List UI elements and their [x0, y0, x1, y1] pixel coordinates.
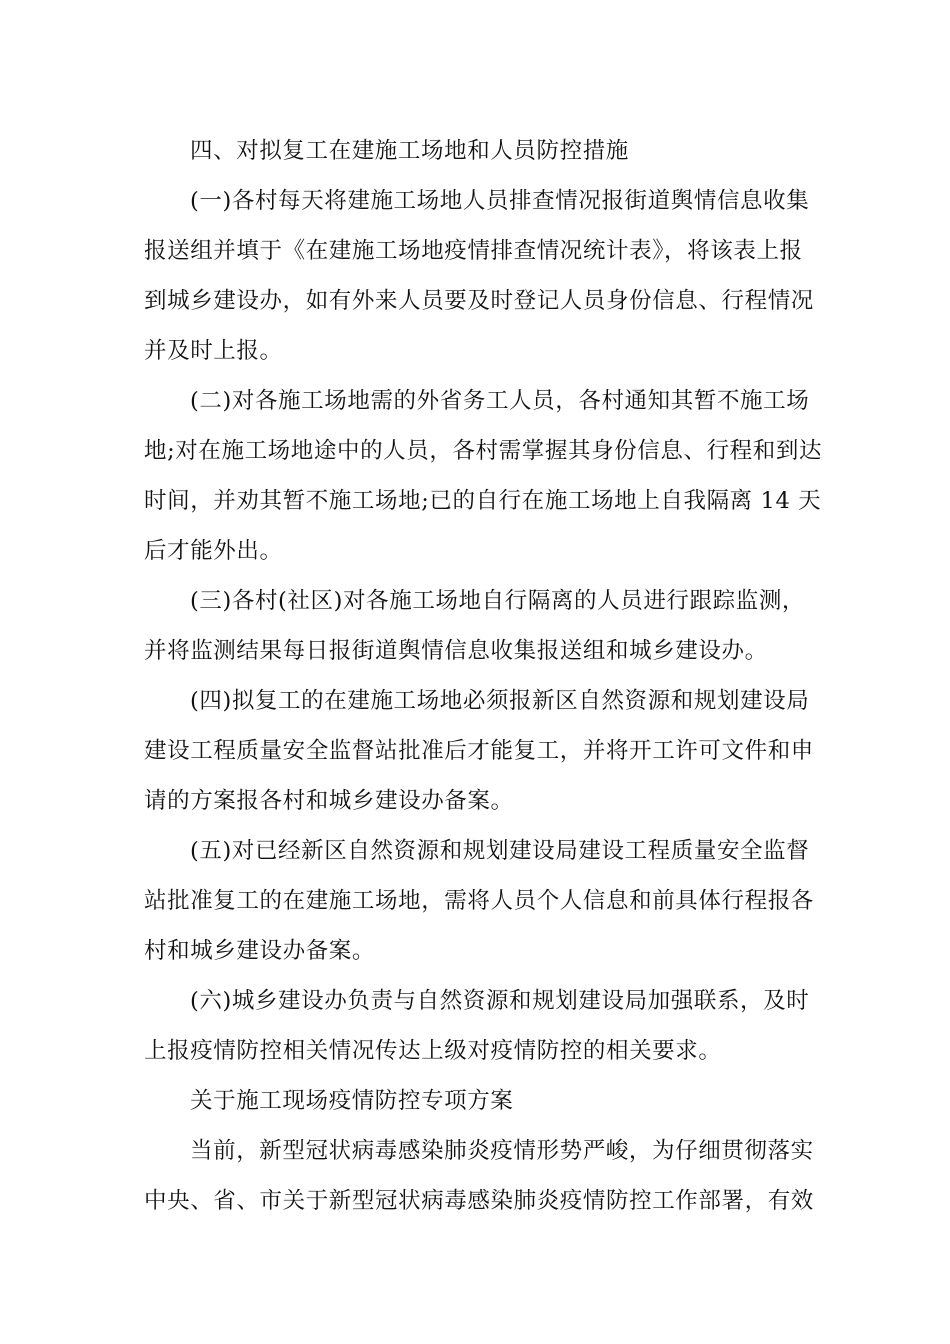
paragraph-line: 报送组并填于《在建施工场地疫情排查情况统计表》，将该表上报 [144, 238, 803, 264]
paragraph-line: (五)对已经新区自然资源和规划建设局建设工程质量安全监督 [190, 838, 810, 864]
paragraph-line: 地;对在施工场地途中的人员，各村需掌握其身份信息、行程和到达 [144, 438, 823, 464]
paragraph-line: (一)各村每天将建施工场地人员排查情况报街道舆情信息收集 [190, 188, 810, 214]
paragraph-line: (二)对各施工场地需的外省务工人员，各村通知其暂不施工场 [190, 388, 810, 414]
paragraph-line: (六)城乡建设办负责与自然资源和规划建设局加强联系，及时 [190, 988, 810, 1014]
paragraph-line: 上报疫情防控相关情况传达上级对疫情防控的相关要求。 [144, 1038, 722, 1064]
paragraph-line: 村和城乡建设办备案。 [144, 938, 376, 964]
paragraph-line: 建设工程质量安全监督站批准后才能复工，并将开工许可文件和申 [144, 738, 814, 764]
section-heading: 关于施工现场疫情防控专项方案 [190, 1088, 514, 1114]
paragraph-line: (三)各村(社区)对各施工场地自行隔离的人员进行跟踪监测， [190, 588, 806, 614]
paragraph-line: 并及时上报。 [144, 338, 283, 364]
paragraph-line: 时间，并劝其暂不施工场地;已的自行在施工场地上自我隔离 14 天 [144, 488, 822, 514]
paragraph-line: 到城乡建设办，如有外来人员要及时登记人员身份信息、行程情况 [144, 288, 814, 314]
paragraph-line: 并将监测结果每日报街道舆情信息收集报送组和城乡建设办。 [144, 638, 768, 664]
paragraph-line: 当前，新型冠状病毒感染肺炎疫情形势严峻，为仔细贯彻落实 [190, 1138, 814, 1164]
paragraph-line: 请的方案报各村和城乡建设办备案。 [144, 788, 514, 814]
paragraph-line: (四)拟复工的在建施工场地必须报新区自然资源和规划建设局 [190, 688, 810, 714]
paragraph-line: 站批准复工的在建施工场地，需将人员个人信息和前具体行程报各 [144, 888, 814, 914]
paragraph-line: 中央、省、市关于新型冠状病毒感染肺炎疫情防控工作部署，有效 [144, 1188, 814, 1214]
section-heading: 四、对拟复工在建施工场地和人员防控措施 [190, 138, 629, 164]
paragraph-line: 后才能外出。 [144, 538, 283, 564]
